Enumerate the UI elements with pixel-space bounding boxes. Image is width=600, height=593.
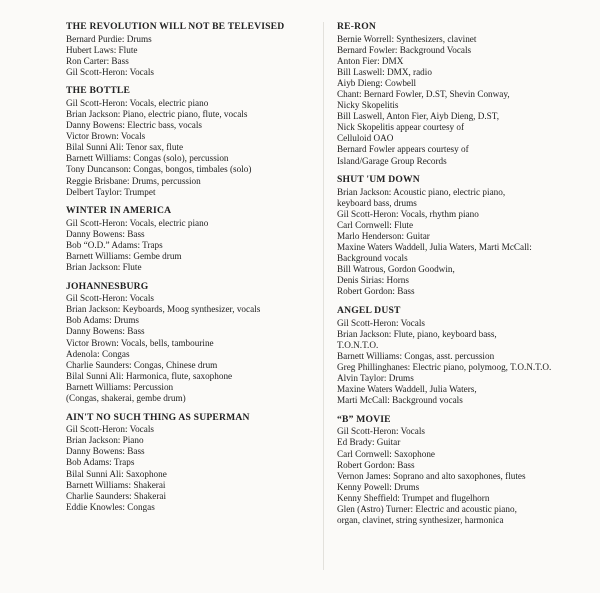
credit-line: Charlie Saunders: Congas, Chinese drum bbox=[66, 359, 218, 370]
credit-line: Island/Garage Group Records bbox=[337, 155, 447, 166]
credit-line: Carl Cornwell: Saxophone bbox=[337, 448, 435, 459]
section-the-bottle bbox=[66, 85, 318, 197]
section-title: RE-RON bbox=[337, 21, 377, 32]
section-re-ron bbox=[337, 21, 595, 167]
credit-line: Maxine Waters Waddell, Julia Waters, bbox=[337, 384, 477, 395]
section-title: THE BOTTLE bbox=[66, 85, 131, 97]
credit-line: Background vocals bbox=[337, 253, 408, 264]
credit-line: Bernard Fowler: Background Vocals bbox=[337, 44, 472, 55]
credit-line: Bob Adams: Traps bbox=[66, 457, 135, 468]
credit-line: Brian Jackson: Piano, electric piano, flute, vocals bbox=[66, 108, 248, 119]
section-title: AIN'T NO SUCH THING AS SUPERMAN bbox=[66, 411, 250, 423]
credit-line: Chant: Bernard Fowler, D.ST, Shevin Conway, bbox=[337, 88, 510, 99]
credit-line: Bill Laswell: DMX, radio bbox=[337, 66, 432, 77]
credit-line: Carl Cornwell: Flute bbox=[337, 219, 414, 230]
section-title: SHUT 'UM DOWN bbox=[337, 174, 420, 186]
credit-line: Bill Watrous, Gordon Goodwin, bbox=[337, 264, 455, 275]
section-johannesburg bbox=[66, 281, 318, 404]
credit-line: Gil Scott-Heron: Vocals bbox=[337, 426, 425, 437]
section-angel-dust bbox=[337, 305, 595, 406]
credit-line: Marti McCall: Background vocals bbox=[337, 395, 463, 406]
credit-line: Ron Carter: Bass bbox=[66, 55, 129, 66]
credit-line: Robert Gordon: Bass bbox=[337, 459, 415, 470]
section-shut-um-down bbox=[337, 174, 595, 297]
right-column bbox=[337, 21, 595, 534]
credit-line: Eddie Knowles: Congas bbox=[66, 501, 155, 512]
credit-line: Alvin Taylor: Drums bbox=[337, 373, 414, 384]
credit-line: Vernon James: Soprano and alto saxophones, flutes bbox=[337, 470, 526, 481]
section-b-movie bbox=[337, 414, 595, 526]
credit-line: Marlo Henderson: Guitar bbox=[337, 231, 430, 241]
credit-line: Nicky Skopelitis bbox=[337, 100, 399, 111]
credit-line: Tony Duncanson: Congas, bongos, timbales (solo) bbox=[66, 164, 252, 175]
credit-line: Barnett Williams: Congas, asst. percussion bbox=[337, 350, 495, 361]
credit-line: Robert Gordon: Bass bbox=[337, 286, 415, 297]
credit-line: Barnett Williams: Shakerai bbox=[66, 479, 166, 490]
credit-line: organ, clavinet, string synthesizer, harmonica bbox=[337, 515, 504, 526]
credit-line: Brian Jackson: Keyboards, Moog synthesizer, vocals bbox=[66, 304, 261, 315]
credit-line: Ed Brady: Guitar bbox=[337, 437, 401, 448]
credit-line: Barnett Williams: Congas (solo), percussion bbox=[66, 153, 229, 164]
credit-line: Kenny Powell: Drums bbox=[337, 481, 420, 492]
credit-line: Barnett Williams: Gembe drum bbox=[66, 251, 182, 261]
section-title: THE REVOLUTION WILL NOT BE TELEVISED bbox=[66, 21, 285, 32]
section-title: “B” MOVIE bbox=[337, 413, 391, 425]
credit-line: Bill Laswell, Anton Fier, Aiyb Dieng, D.ST, bbox=[337, 111, 500, 122]
credit-line: Danny Bowens: Electric bass, vocals bbox=[66, 120, 202, 131]
credit-line: Bernard Purdie: Drums bbox=[66, 33, 152, 44]
credit-line: Bernard Fowler appears courtesy of bbox=[337, 144, 469, 155]
credit-line: keyboard bass, drums bbox=[337, 197, 417, 208]
left-column bbox=[66, 21, 318, 520]
credit-line: Bob Adams: Drums bbox=[66, 315, 139, 326]
section-winter-in-america bbox=[66, 205, 318, 273]
credit-line: Victor Brown: Vocals bbox=[66, 131, 146, 142]
credit-line: Anton Fier: DMX bbox=[337, 55, 404, 66]
credit-line: Brian Jackson: Flute bbox=[66, 262, 142, 273]
credit-line: Gil Scott-Heron: Vocals bbox=[66, 66, 154, 77]
credit-line: Bilal Sunni Ali: Saxophone bbox=[66, 468, 167, 479]
credit-line: Adenola: Congas bbox=[66, 348, 130, 359]
credit-line: Gil Scott-Heron: Vocals bbox=[337, 317, 425, 328]
credit-line: Brian Jackson: Flute, piano, keyboard bass, bbox=[337, 328, 497, 339]
credit-line: Charlie Saunders: Shakerai bbox=[66, 490, 167, 501]
credit-line: Delbert Taylor: Trumpet bbox=[66, 186, 156, 197]
credit-line: Danny Bowens: Bass bbox=[66, 446, 145, 457]
credit-line: Gil Scott-Heron: Vocals, rhythm piano bbox=[337, 208, 479, 219]
credit-line: Celluloid OAO bbox=[337, 133, 394, 144]
section-the-revolution-will-not-be-televised bbox=[66, 21, 318, 78]
credit-line: Hubert Laws: Flute bbox=[66, 44, 138, 55]
credit-line: Denis Sirias: Horns bbox=[337, 275, 409, 286]
credit-line: Glen (Astro) Turner: Electric and acoustic piano, bbox=[337, 503, 517, 514]
credit-line: Greg Phillinghanes: Electric piano, polymoog, T.O.N.T.O. bbox=[337, 361, 552, 372]
credit-line: Kenny Sheffield: Trumpet and flugelhorn bbox=[337, 492, 490, 503]
credit-line: T.O.N.T.O. bbox=[337, 339, 379, 350]
credit-line: Gil Scott-Heron: Vocals, electric piano bbox=[66, 97, 209, 108]
credit-line: Gil Scott-Heron: Vocals bbox=[66, 293, 154, 304]
credit-line: Barnett Williams: Percussion bbox=[66, 381, 174, 392]
credit-line: Victor Brown: Vocals, bells, tambourine bbox=[66, 337, 214, 348]
credit-line: Aiyb Dieng: Cowbell bbox=[337, 77, 417, 88]
credit-line: Bilal Sunni Ali: Tenor sax, flute bbox=[66, 142, 184, 153]
section-title: WINTER IN AMERICA bbox=[66, 205, 172, 217]
credit-line: Maxine Waters Waddell, Julia Waters, Marti McCall: bbox=[337, 242, 532, 253]
credit-line: Bob “O.D.” Adams: Traps bbox=[66, 239, 163, 250]
section-title: JOHANNESBURG bbox=[66, 280, 149, 292]
credit-line: Danny Bowens: Bass bbox=[66, 326, 145, 337]
credit-line: Gil Scott-Heron: Vocals bbox=[66, 424, 154, 435]
section-ain-t-no-such-thing-as-superman bbox=[66, 412, 318, 513]
credit-line: (Congas, shakerai, gembe drum) bbox=[66, 393, 186, 404]
credit-line: Nick Skopelitis appear courtesy of bbox=[337, 122, 465, 133]
credit-line: Reggie Brisbane: Drums, percussion bbox=[66, 175, 201, 186]
credit-line: Danny Bowens: Bass bbox=[66, 228, 145, 239]
credit-line: Bernie Worrell: Synthesizers, clavinet bbox=[337, 33, 477, 44]
credit-line: Gil Scott-Heron: Vocals, electric piano bbox=[66, 217, 209, 228]
section-title: ANGEL DUST bbox=[337, 305, 401, 317]
credit-line: Brian Jackson: Acoustic piano, electric piano, bbox=[337, 186, 506, 197]
credit-line: Brian Jackson: Piano bbox=[66, 435, 144, 446]
credit-line: Bilal Sunni Ali: Harmonica, flute, saxophone bbox=[66, 370, 233, 381]
page-divider bbox=[323, 22, 324, 570]
